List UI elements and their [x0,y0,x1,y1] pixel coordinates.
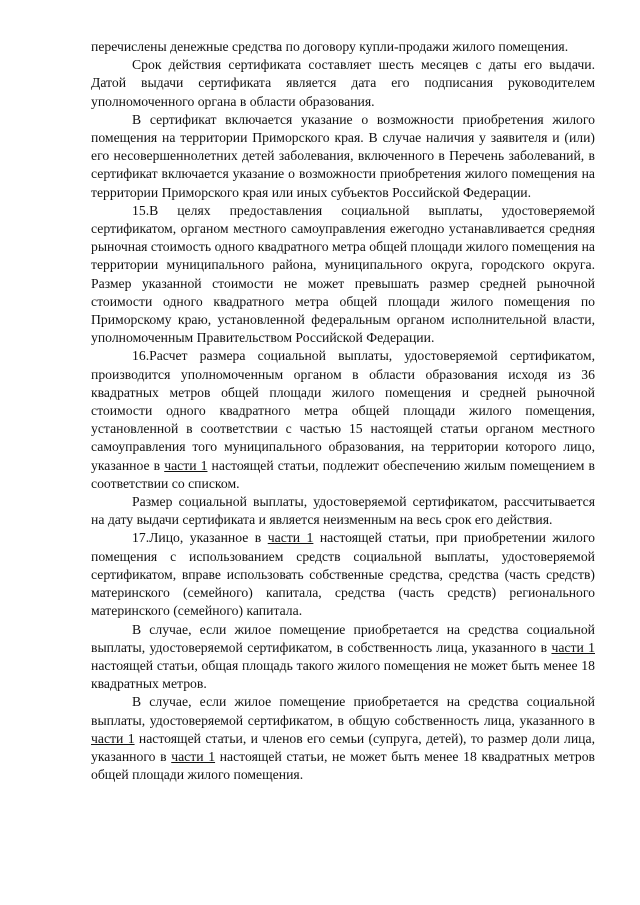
paragraph-text: настоящей статьи, при приобретении жилого помещения с использованием средств социальной выплаты, удостоверяемой сертификатом, вправе использовать собственные средства, средства (часть средств) материнского (семейного) капитала, средства (часть средств) регионального материнского (семейного) капитала. [91,530,596,619]
paragraph-continuation: перечислены денежные средства по договору купли-продажи жилого помещения. [91,39,569,54]
paragraph-section-16 [91,347,595,493]
paragraph-section-15: 15.В целях предоставления социальной выплаты, удостоверяемой сертификатом, органом местного самоуправления ежегодно устанавливается средняя рыночная стоимость одного квадратного метра общей площади жилого помещения на территории муниципального района, муниципального округа, городского округа. Размер указанной стоимости не может превышать размер средней рыночной стоимости одного квадратного метра общей площади жилого помещения по Приморскому краю, установленной федеральным органом исполнительной власти, уполномоченным Правительством Российской Федерации. [91,202,595,346]
paragraph-text: 16.Расчет размера социальной выплаты, удостоверяемой сертификатом, производится уполномоченным органом в области образования исходя из 36 квадратных метров общей площади жилого помещения и средней рыночной стоимости одного квадратного метра общей площади жилого помещения, установленной в соответствии с частью 15 настоящей статьи органом местного самоуправления того муниципального образования, на территории которого лицо, указанное в [91,348,595,473]
part-1-link[interactable]: части 1 [91,730,135,746]
paragraph-text: В случае, если жилое помещение приобретается на средства социальной выплаты, удостоверяемой сертификатом, в общую собственность лица, указанного в [91,694,595,728]
paragraph-shared-ownership [91,693,595,784]
part-1-link[interactable]: части 1 [164,457,208,473]
paragraph-certificate-validity: Срок действия сертификата составляет шесть месяцев с даты его выдачи. Датой выдачи сертификата является дата его подписания руководителем уполномоченного органа в области образования. [91,57,595,109]
paragraph-text: 17.Лицо, указанное в [132,530,268,546]
part-1-link[interactable]: части 1 [551,639,595,655]
paragraph-text: настоящей статьи, не может быть менее 18 квадратных метров общей площади жилого помещения. [91,748,596,783]
document-page [91,38,595,784]
paragraph-section-17 [91,529,595,620]
paragraph-text: настоящей статьи, подлежит обеспечению жилым помещением в соответствии со списком. [91,457,596,491]
paragraph-individual-ownership [91,621,595,694]
paragraph-text: В случае, если жилое помещение приобретается на средства социальной выплаты, удостоверяемой сертификатом, в собственность лица, указанного в [91,621,595,655]
paragraph-payment-size: Размер социальной выплаты, удостоверяемой сертификатом, рассчитывается на дату выдачи сертификата и является неизменным на весь срок его действия. [91,494,595,528]
part-1-link[interactable]: части 1 [171,748,216,764]
part-1-link[interactable]: части 1 [267,530,314,546]
paragraph-certificate-territory: В сертификат включается указание о возможности приобретения жилого помещения на территории Приморского края. В случае наличия у заявителя и (или) его несовершеннолетних детей заболевания, включенного в Перечень заболеваний, в сертификат включается указание о возможности приобретения жилого помещения на территории Приморского края или иных субъектов Российской Федерации. [91,111,595,200]
paragraph-text: настоящей статьи, и членов его семьи (супруга, детей), то размер доли лица, указанного в [91,730,595,764]
paragraph-text: настоящей статьи, общая площадь такого жилого помещения не может быть менее 18 квадратных метров. [91,657,595,692]
